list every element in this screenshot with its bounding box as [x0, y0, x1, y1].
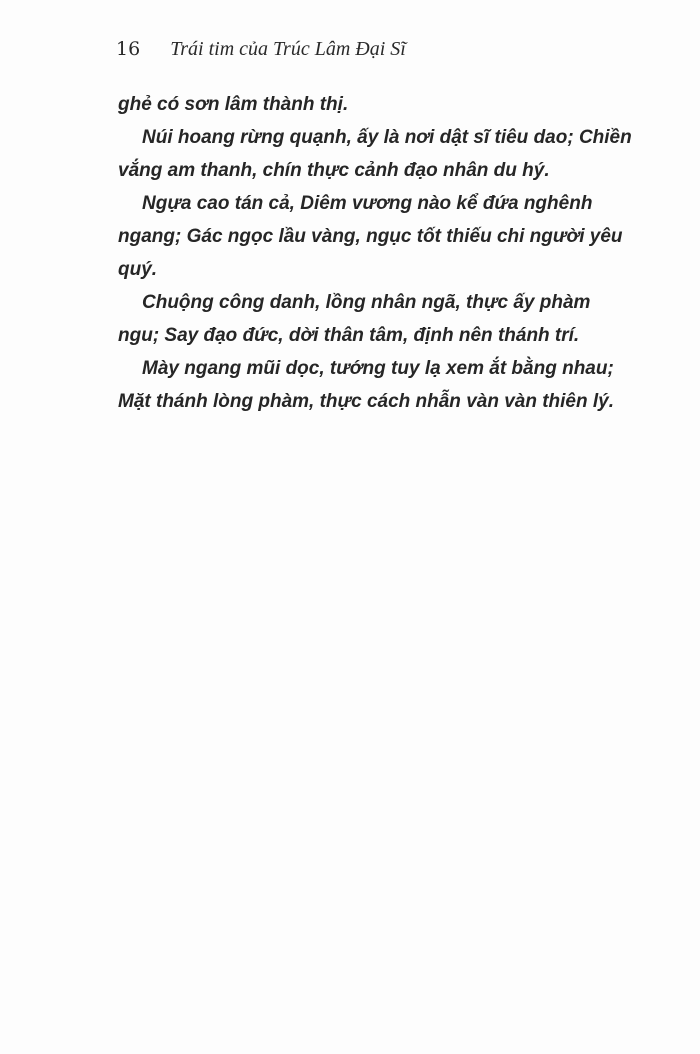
text-line: Chuộng công danh, lồng nhân ngã, thực ấy phàm: [142, 292, 591, 313]
text-line: Núi hoang rừng quạnh, ấy là nơi dật sĩ tiêu dao; Chiền: [142, 127, 632, 148]
text-line: ngu; Say đạo đức, dời thân tâm, định nên thánh trí.: [118, 325, 580, 346]
body-text: [118, 88, 632, 418]
text-line: Mày ngang mũi dọc, tướng tuy lạ xem ắt bằng nhau;: [142, 358, 614, 379]
page-number: 16: [116, 38, 141, 60]
text-line: Ngựa cao tán cả, Diêm vương nào kể đứa nghênh: [142, 193, 593, 214]
running-title: Trái tim của Trúc Lâm Đại Sĩ: [170, 38, 406, 60]
text-line: quý.: [118, 259, 158, 280]
text-line: vắng am thanh, chín thực cảnh đạo nhân du hý.: [118, 160, 550, 181]
page-header: [116, 38, 406, 61]
text-line: ngang; Gác ngọc lầu vàng, ngục tốt thiếu chi người yêu: [118, 226, 623, 247]
text-line: ghẻ có sơn lâm thành thị.: [118, 94, 349, 115]
text-line: Mặt thánh lòng phàm, thực cách nhẫn vàn vàn thiên lý.: [118, 391, 615, 412]
